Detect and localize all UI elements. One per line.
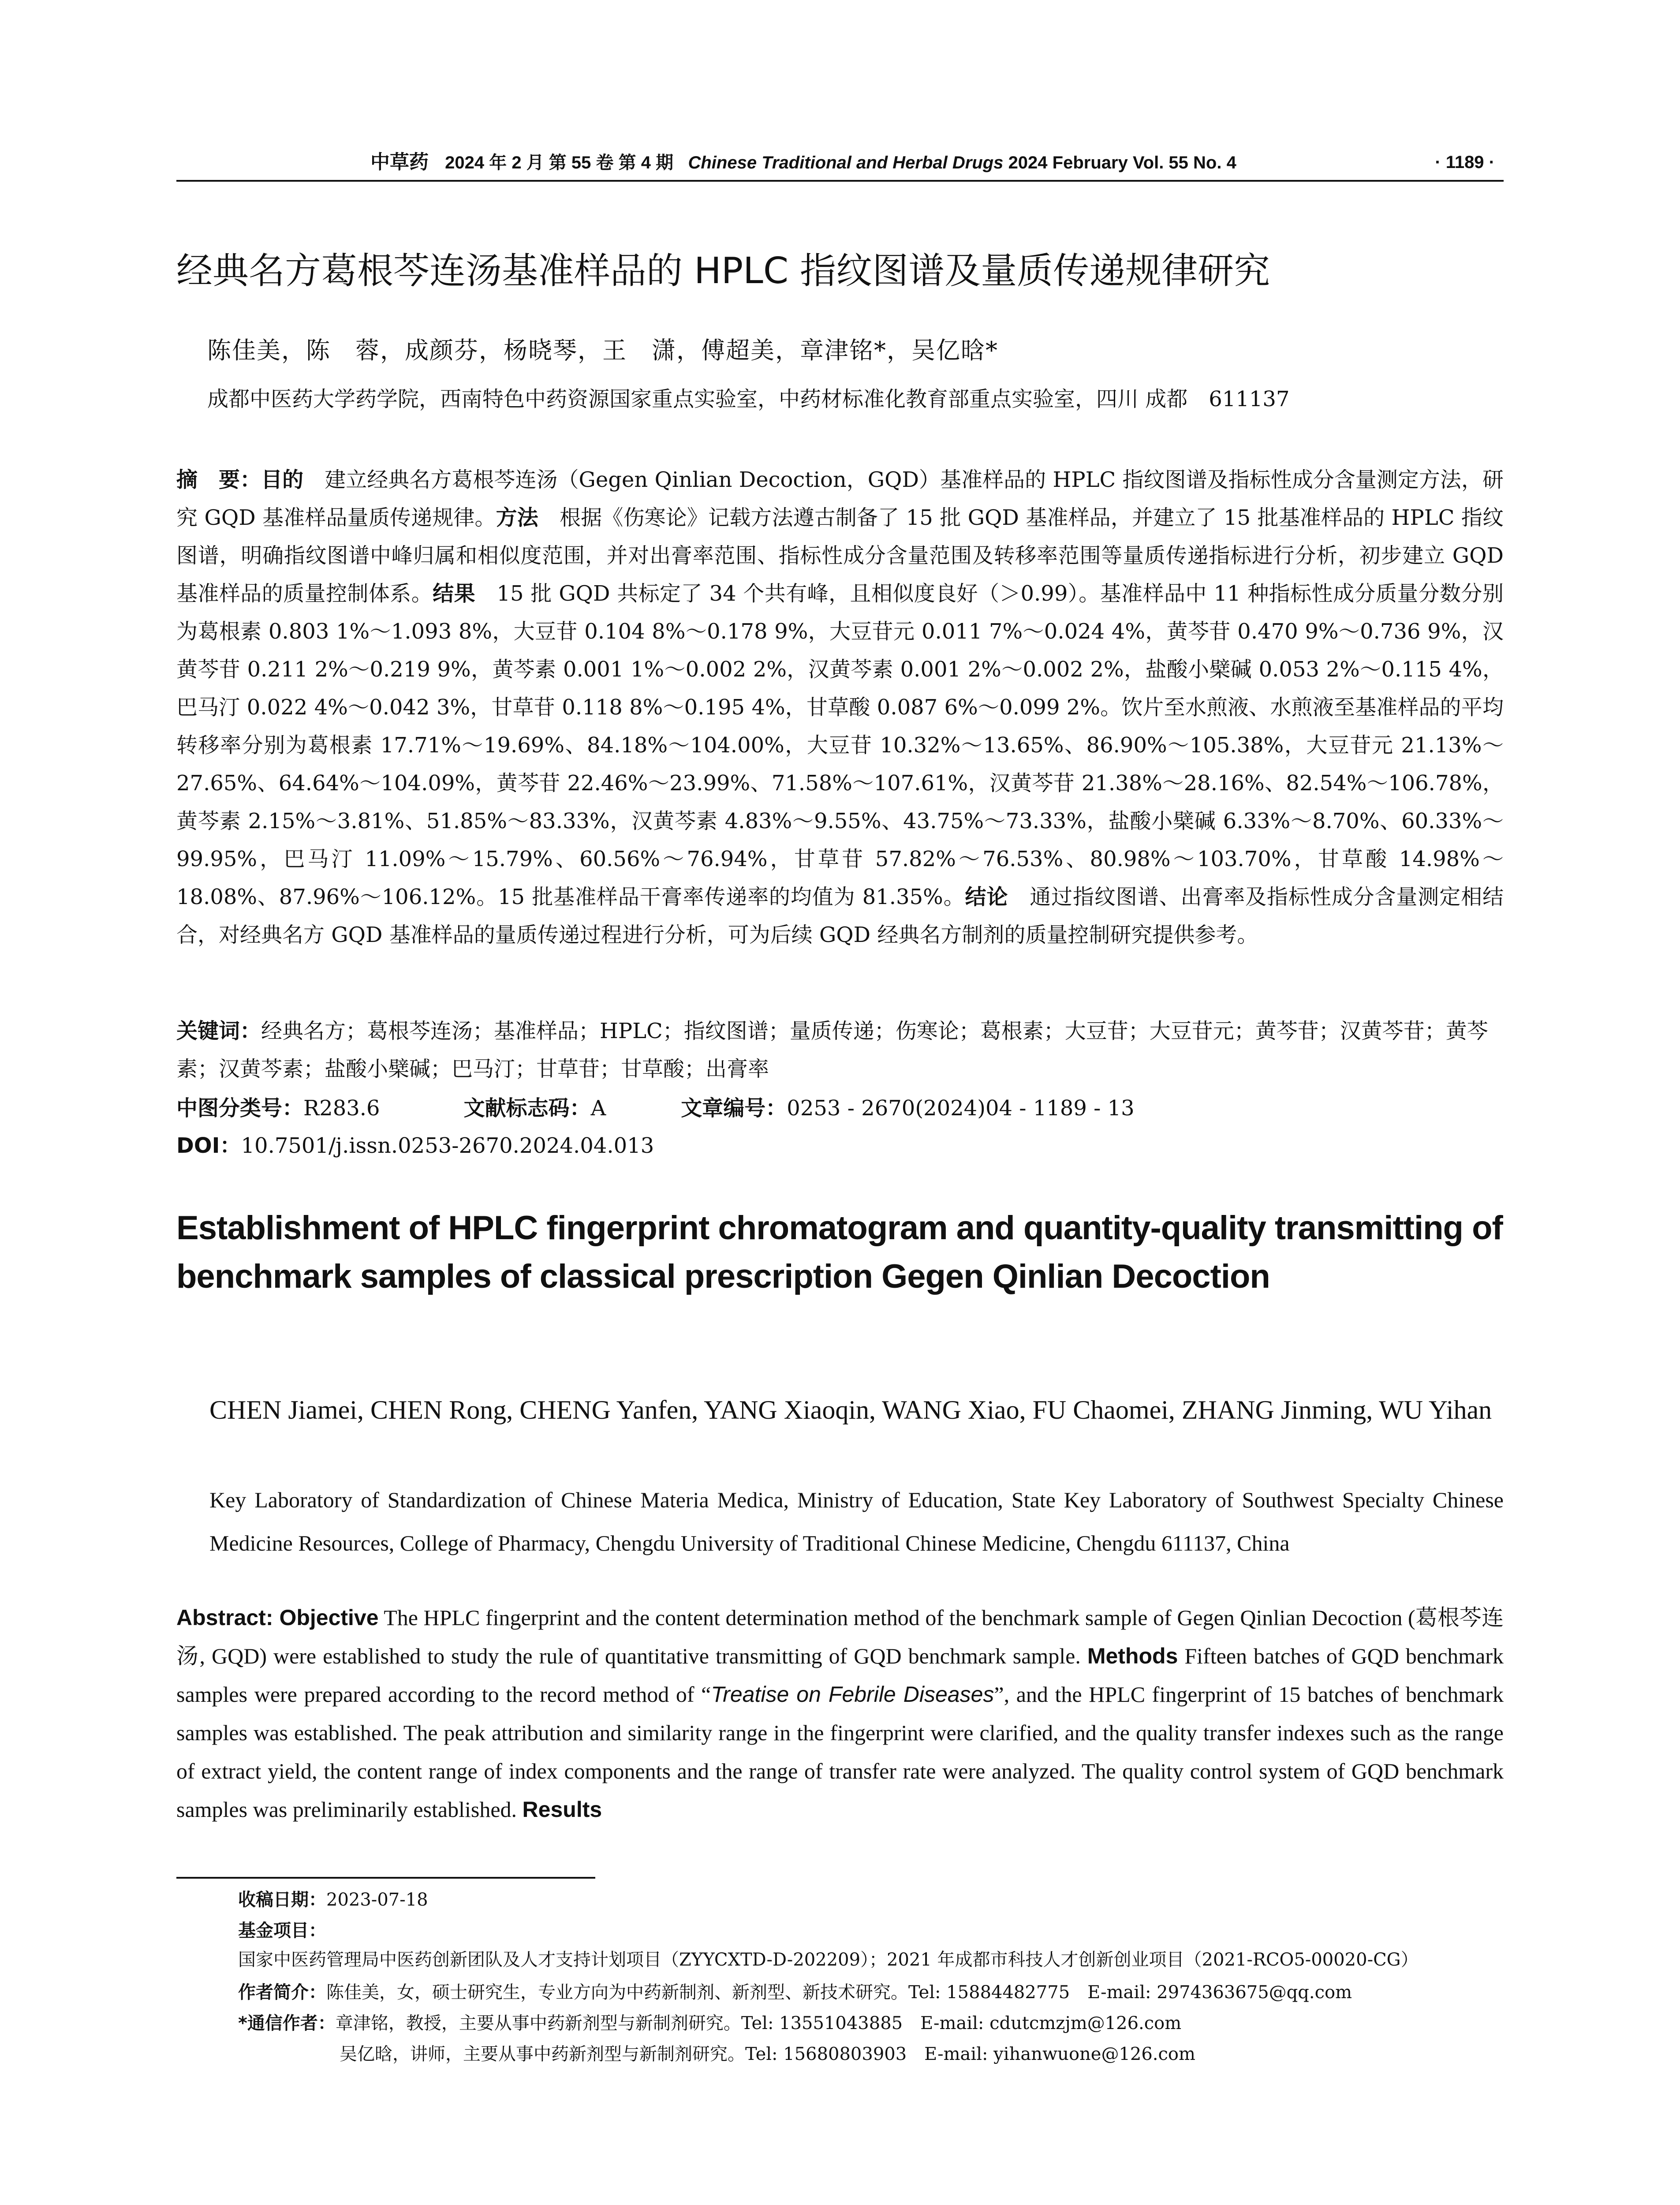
methods-label-cn: 方法 [496,505,538,530]
footnote-divider [176,1877,595,1879]
conclusion-label-cn: 结论 [965,885,1008,909]
fund-text: 国家中医药管理局中医药创新团队及人才支持计划项目（ZYYCXTD-D-202209）；2021 年成都市科技人才创新创业项目（2021-RCO5-00020-CG） [238,1950,1419,1970]
results-text-cn: 15 批 GQD 共标定了 34 个共有峰，且相似度良好（＞0.99）。基准样品中 11 种指标性成分质量分数分别为葛根素 0.803 1%～1.093 8%，大豆苷 0.104 8%～0.178 9%，大豆苷元 0.011 7%～0.024 4%，黄芩苷 0.470 9%～0.736 9%，汉黄芩苷 0.211 2%～0.219 9%，黄芩素 0.001 1%～0.002 2%，汉黄芩素 0.001 2%～0.002 2%，盐酸小檗碱 0.053 2%～0.115 4%，巴马汀 0.022 4%～0.042 3%，甘草苷 0.118 8%～0.195 4%，甘草酸 0.087 6%～0.099 2%。饮片至水煎液、水煎液至基准样品的平均转移率分别为葛根素 17.71%～19.69%、84.18%～104.00%，大豆苷 10.32%～13.65%、86.90%～105.38%，大豆苷元 21.13%～27.65%、64.64%～104.09%，黄芩苷 22.46%～23.99%、71.58%～107.61%，汉黄芩苷 21.38%～28.16%、82.54%～106.78%，黄芩素 2.15%～3.81%、51.85%～83.33%，汉黄芩素 4.83%～9.55%、43.75%～73.33%，盐酸小檗碱 6.33%～8.70%、60.33%～99.95%，巴马汀 11.09%～15.79%、60.56%～76.94%，甘草苷 57.82%～76.53%、80.98%～103.70%，甘草酸 14.98%～18.08%、87.96%～106.12%。15 批基准样品干膏率传递率的均值为 81.35%。 [176,581,1504,909]
methods-text-en-b: ”, and the HPLC fingerprint of 15 batches of benchmark samples was established. The peak attribution and similarity range in the fingerprint were clarified, and the quality transfer indexes such as the range of extract yield, the content range of index components and the range of transfer rate were analyzed. The quality control system of GQD benchmark samples was preliminarily established. [176,1682,1504,1822]
authors-en: CHEN Jiamei, CHEN Rong, CHENG Yanfen, YANG Xiaoqin, WANG Xiao, FU Chaomei, ZHANG Jinming, WU Yihan [209,1395,1492,1424]
conclusion-text-cn: 通过指纹图谱、出膏率及指标性成分含量测定相结合，对经典名方 GQD 基准样品的量质传递过程进行分析，可为后续 GQD 经典名方制剂的质量控制研究提供参考。 [176,885,1504,947]
doi-line [176,1127,1504,1165]
abstract-cn [176,461,1504,954]
classification-line [176,1089,1504,1127]
doc-code-label: 文献标志码： [463,1096,591,1121]
abstract-label-cn: 摘 要： [176,467,261,492]
abstract-objective-label-en: Abstract: Objective [176,1605,379,1630]
doc-code-value: A [590,1096,606,1121]
corresponding-author-1: 章津铭，教授，主要从事中药新剂型与新制剂研究。Tel: 13551043885 E-mail: cdutcmzjm@126.com [335,2013,1182,2033]
received-date: 2023-07-18 [326,1890,428,1910]
results-label-en: Results [522,1797,602,1822]
footnote-fund [238,1916,1504,1974]
doi-value: 10.7501/j.issn.0253-2670.2024.04.013 [241,1133,654,1158]
book-title-en: Treatise on Febrile Diseases [711,1682,994,1707]
keywords-text-cn: 经典名方；葛根芩连汤；基准样品；HPLC；指纹图谱；量质传递；伤寒论；葛根素；大豆苷；大豆苷元；黄芩苷；汉黄芩苷；黄芩素；汉黄芩素；盐酸小檗碱；巴马汀；甘草苷；甘草酸；出膏率 [176,1019,1488,1081]
methods-text-cn: 根据《伤寒论》记载方法遵古制备了 15 批 GQD 基准样品，并建立了 15 批基准样品的 HPLC 指纹图谱，明确指纹图谱中峰归属和相似度范围，并对出膏率范围、指标性成分含量范围及转移率范围等量质传递指标进行分析，初步建立 GQD 基准样品的质量控制体系。 [176,505,1504,606]
corresponding-label: *通信作者： [238,2013,336,2033]
running-header [176,145,1504,182]
objective-label-cn: 目的 [261,467,304,492]
affiliation-cn: 成都中医药大学药学院，西南特色中药资源国家重点实验室，中药材标准化教育部重点实验室，四川 成都 611137 [207,387,1290,411]
keywords-label-cn: 关键词： [176,1019,261,1043]
objective-text-en: The HPLC fingerprint and the content determination method of the benchmark sample of Gegen Qinlian Decoction (葛根芩连汤, GQD) were established to study the rule of quantitative transmitting of GQD benchmark sample. [176,1605,1504,1668]
header-citation [370,145,1236,180]
affiliation-en: Key Laboratory of Standardization of Chinese Materia Medica, Ministry of Education, State Key Laboratory of Southwest Specialty Chinese Medicine Resources, College of Pharmacy, Chengdu University of Traditional Chinese Medicine, Chengdu 611137, China [209,1487,1504,1555]
methods-label-en: Methods [1087,1644,1178,1668]
bio-text: 陈佳美，女，硕士研究生，专业方向为中药新制剂、新剂型、新技术研究。Tel: 15884482775 E-mail: 2974363675@qq.com [326,1982,1352,2003]
footnote-corresponding [238,2009,1504,2038]
journal-name-cn: 中草药 [370,151,429,173]
journal-name-en: Chinese Traditional and Herbal Drugs [688,153,1004,172]
abstract-en [176,1599,1504,1829]
received-label: 收稿日期： [238,1890,326,1910]
issue-en: 2024 February Vol. 55 No. 4 [1008,153,1236,172]
objective-text-cn: 建立经典名方葛根芩连汤（Gegen Qinlian Decoction，GQD）基准样品的 HPLC 指纹图谱及指标性成分含量测定方法，研究 GQD 基准样品量质传递规律。 [176,467,1504,530]
keywords-cn [176,1012,1504,1088]
article-number-label: 文章编号： [681,1096,787,1121]
doi-label: DOI： [176,1133,241,1158]
footnote-received [238,1885,1504,1914]
article-number-value: 0253 - 2670(2024)04 - 1189 - 13 [787,1096,1135,1121]
bio-label: 作者简介： [238,1982,326,2003]
fund-label: 基金项目： [238,1921,326,1941]
title-cn: 经典名方葛根芩连汤基准样品的 HPLC 指纹图谱及量质传递规律研究 [176,250,1270,292]
title-en: Establishment of HPLC fingerprint chromatogram and quantity-quality transmitting of benchmark samples of classical prescription Gegen Qinlian Decoction [176,1209,1503,1295]
page-number: · 1189 · [1435,153,1495,172]
clc-label: 中图分类号： [176,1096,304,1121]
footnote-bio [238,1978,1504,2007]
corresponding-author-2: 吴亿晗，讲师，主要从事中药新剂型与新制剂研究。Tel: 15680803903 E-mail: yihanwuone@126.com [340,2044,1195,2064]
clc-value: R283.6 [303,1096,380,1121]
results-label-cn: 结果 [433,581,476,606]
methods-text-en-a: Fifteen batches of GQD benchmark samples were prepared according to the record method of “ [176,1644,1504,1707]
issue-cn: 2024 年 2 月 第 55 卷 第 4 期 [445,153,674,172]
authors-cn: 陈佳美，陈 蓉，成颜芬，杨晓琴，王 潇，傅超美，章津铭*，吴亿晗* [207,336,998,364]
